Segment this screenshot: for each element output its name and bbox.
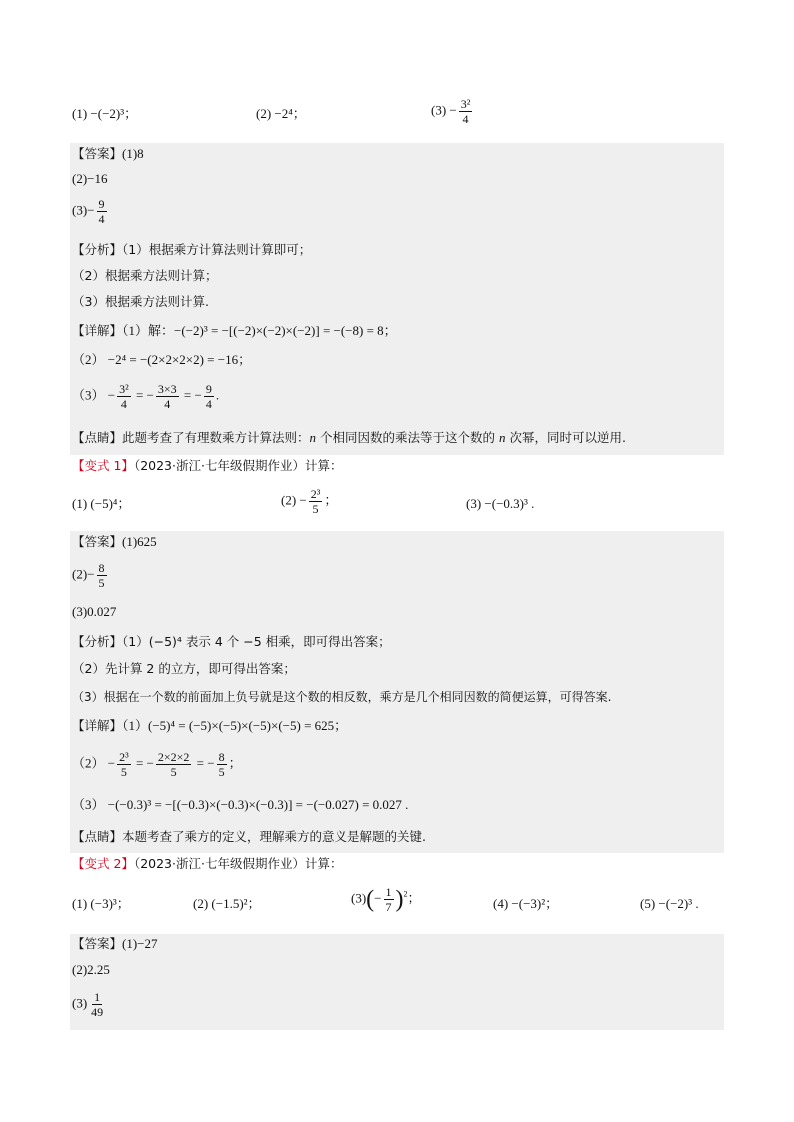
answer-2-2: (2)− $\frac{8}{5}$	[72, 561, 105, 590]
analysis-1-line-1: 【分析】（1）根据乘方计算法则计算即可；	[72, 242, 312, 257]
variant-2-heading: 【变式 2】（2023·浙江·七年级假期作业）计算：	[72, 856, 343, 871]
variant-1-problem-1: (1) (−5)⁴；	[72, 496, 131, 511]
analysis-1-line-3: （3）根据乘方法则计算.	[72, 294, 209, 309]
detail-2-line-2: （2） − $\frac{\text{2³}}{5}$ = − $\frac{2\times 2\times 2}{5}$ = − $\frac{8}{5}$ ；	[72, 750, 242, 779]
answer-3: 【答案】(1)−27	[72, 936, 158, 951]
answer-1: 【答案】(1)8	[72, 146, 144, 161]
detail-2-line-1: 【详解】（1）(−5)⁴ = (−5)×(−5)×(−5)×(−5) = 625；	[72, 718, 348, 733]
analysis-2-line-2: （2）先计算 2 的立方，即可得出答案；	[72, 661, 296, 676]
variant-2-problem-2: (2) (−1.5)²；	[193, 896, 261, 911]
variant-2-problem-5: (5) −(−2)³ .	[640, 896, 699, 911]
answer-3-2: (2)2.25	[72, 962, 110, 977]
analysis-1-line-2: （2）根据乘方法则计算；	[72, 268, 218, 283]
problem-3: (3) − $\frac{\text{3²}}{4}$	[431, 97, 471, 126]
detail-1-line-2: （2） −2⁴ = −(2×2×2×2) = −16；	[72, 352, 252, 367]
detail-1-line-3: （3） − $\frac{\text{3²}}{4}$ = − $\frac{3\times 3}{4}$ = − $\frac{9}{4}$ .	[72, 382, 220, 411]
answer-2: 【答案】(1)625	[72, 534, 157, 549]
variant-1-heading: 【变式 1】（2023·浙江·七年级假期作业）计算：	[72, 458, 343, 473]
answer-3-3: (3) $\frac{1}{49}$	[72, 990, 104, 1019]
comment-1: 【点睛】此题考查了有理数乘方计算法则：n 个相同因数的乘法等于这个数的 n 次幂，同时可以逆用.	[72, 430, 626, 445]
detail-2-line-3: （3） −(−0.3)³ = −[(−0.3)×(−0.3)×(−0.3)] = −(−0.027) = 0.027 .	[72, 797, 409, 812]
comment-2: 【点睛】本题考查了乘方的定义，理解乘方的意义是解题的关键.	[72, 829, 426, 844]
analysis-2-line-1: 【分析】（1）(−5)⁴ 表示 4 个 −5 相乘，即可得出答案；	[72, 634, 391, 649]
analysis-2-line-3: （3）根据在一个数的前面加上负号就是这个数的相反数，乘方是几个相同因数的简便运算，可得答案.	[72, 690, 612, 704]
variant-1-problem-2: (2) − $\frac{\text{2³}}{5}$ ；	[281, 487, 338, 516]
problem-2: (2) −2⁴；	[256, 106, 306, 121]
problem-1: (1) −(−2)³；	[72, 106, 138, 121]
answer-2-3: (3)0.027	[72, 604, 117, 619]
detail-1-line-1: 【详解】（1）解：−(−2)³ = −[(−2)×(−2)×(−2)] = −(−8) = 8；	[72, 323, 397, 338]
variant-2-problem-3: (3)(− $\frac{1}{7}$ )$^2$；	[351, 885, 421, 914]
solution-block-3	[70, 934, 724, 1030]
answer-1-2: (2)−16	[72, 171, 108, 186]
variant-2-problem-4: (4) −(−3)²；	[493, 896, 559, 911]
variant-1-problem-3: (3) −(−0.3)³ .	[466, 496, 535, 511]
answer-1-3: (3)− $\frac{9}{4}$	[72, 197, 105, 226]
variant-2-problem-1: (1) (−3)³；	[72, 896, 130, 911]
